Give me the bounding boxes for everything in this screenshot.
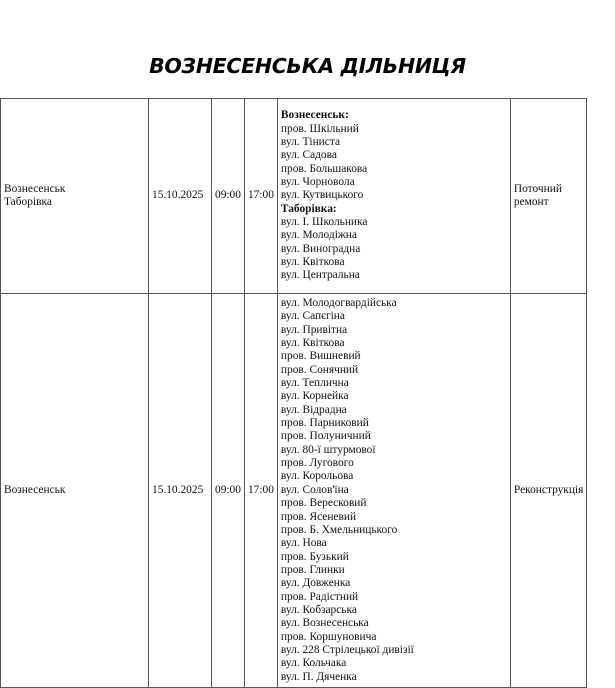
street-item: вул. Кобзарська [280,603,357,616]
locality-heading: Вознесенськ: [280,109,349,122]
time-to: 17:00 [247,189,274,202]
street-item: пров. Вересковий [280,497,367,510]
street-item: вул. Виноградна [280,242,361,255]
outage-date: 15.10.2025 [152,189,204,202]
work-type: ремонт [513,196,549,208]
locality-name: Вознесенськ [4,483,66,496]
street-item: пров. Парниковий [280,417,369,430]
locality-cell [1,99,149,294]
time-to-cell [244,99,277,294]
streets-cell [277,99,510,294]
street-item: пров. Коршуновича [280,630,377,643]
street-item: пров. Сонячний [280,363,359,376]
street-item: вул. Солов'їна [280,483,349,496]
time-to-cell [244,294,277,688]
street-item: вул. Молодогвардійська [280,297,397,310]
work-type: Поточний [513,182,562,195]
street-item: вул. І. Школьника [280,216,368,229]
time-from-cell [212,99,245,294]
street-item: пров. Шкільний [280,122,359,135]
street-item: вул. Корнейка [280,390,349,403]
locality-heading: Таборівка: [280,202,337,215]
date-cell [149,294,212,688]
street-item: вул. Кутвицького [280,189,364,202]
street-item: вул. Сапєгіна [280,310,345,323]
street-item: пров. Большакова [280,162,368,175]
street-item: пров. Глинки [280,563,345,576]
street-item: пров. Бузький [280,550,349,563]
date-cell [149,99,212,294]
street-item: пров. Б. Хмельницького [280,523,398,536]
street-item: вул. Відрадна [280,403,347,416]
work-type: Реконструкція [513,483,584,496]
street-item: вул. Тіниста [280,135,341,148]
table-row [1,99,587,294]
street-item: вул. 228 Стрілецької дивізії [280,643,414,656]
street-item: вул. Чорновола [280,175,355,188]
locality-name: Таборівка [4,196,52,208]
street-item: вул. Теплична [280,377,349,390]
street-item: вул. Садова [280,149,337,162]
street-item: пров. Радістний [280,590,359,603]
time-from-cell [212,294,245,688]
work-type-cell [510,99,586,294]
street-item: пров. Лугового [280,457,354,470]
locality-cell [1,294,149,688]
street-item: вул. Кольчака [280,657,347,670]
street-item: пров. Ясеневий [280,510,357,523]
street-item: вул. Нова [280,537,327,550]
locality-name: Вознесенськ [4,182,66,195]
street-item: вул. Корольова [280,470,354,483]
work-type-cell [510,294,586,688]
street-item: вул. Квіткова [280,337,345,350]
street-item: вул. 80-ї штурмової [280,443,376,456]
streets-cell [277,294,510,688]
outage-schedule-table [0,98,587,688]
street-item: вул. Вознесенська [280,617,369,630]
street-item: пров. Полуничний [280,430,371,443]
page-title: ВОЗНЕСЕНСЬКА ДІЛЬНИЦЯ [149,54,466,78]
time-from: 09:00 [215,483,241,496]
time-to: 17:00 [247,483,274,496]
time-from: 09:00 [215,189,241,202]
street-item: вул. П. Дяченка [280,670,357,683]
outage-date: 15.10.2025 [152,483,204,496]
street-item: вул. Привітна [280,323,348,336]
street-item: вул. Молодіжна [280,229,357,242]
street-item: вул. Центральна [280,269,360,282]
street-item: вул. Довженка [280,577,351,590]
street-item: пров. Вишневий [280,350,361,363]
table-row [1,294,587,688]
street-item: вул. Квіткова [280,256,345,269]
